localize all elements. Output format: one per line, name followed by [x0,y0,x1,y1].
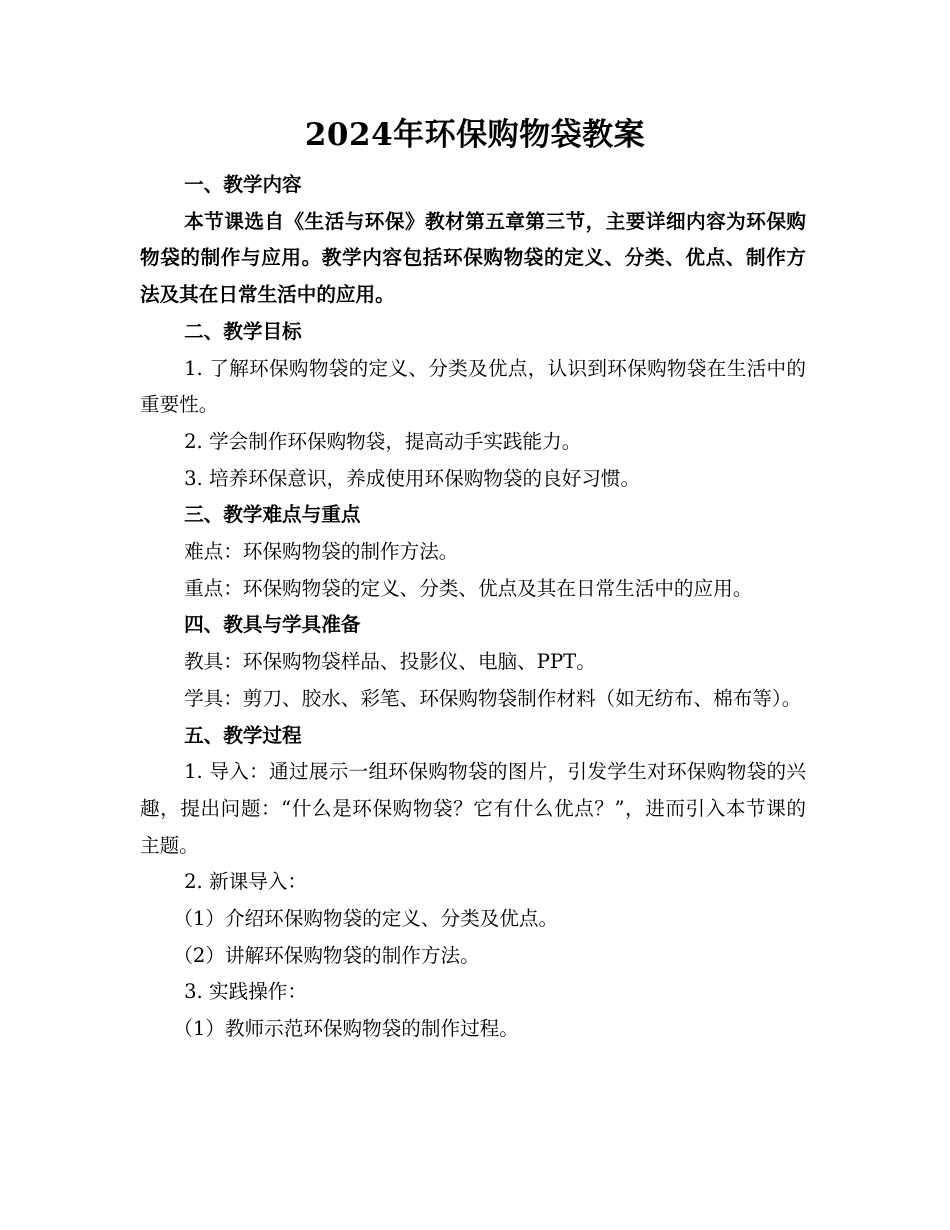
list-subitem-process-2-2: （2）讲解环保购物袋的制作方法。 [173,943,480,967]
paragraph-difficulty: 难点：环保购物袋的制作方法。 [184,540,459,564]
section-heading-materials: 四、教具与学具准备 [184,613,361,637]
list-subitem-process-2-1: （1）介绍环保购物袋的定义、分类及优点。 [173,907,559,931]
list-item-goal-2: 2. 学会制作环保购物袋，提高动手实践能力。 [184,429,582,453]
list-item-process-1: 1. 导入：通过展示一组环保购物袋的图片，引发学生对环保购物袋的兴趣，提出问题：“什么是环保购物袋？它有什么优点？”，进而引入本节课的主题。 [140,760,806,857]
document-body [140,167,806,1048]
list-item-process-2: 2. 新课导入： [184,870,307,894]
paragraph-student-materials: 学具：剪刀、胶水、彩笔、环保购物袋制作材料（如无纺布、棉布等）。 [184,686,802,710]
section-heading-teaching-goals: 二、教学目标 [184,319,302,343]
list-subitem-process-3-1: （1）教师示范环保购物袋的制作过程。 [173,1017,519,1041]
paragraph-key-point: 重点：环保购物袋的定义、分类、优点及其在日常生活中的应用。 [184,576,753,600]
section-heading-teaching-content: 一、教学内容 [184,173,302,196]
list-item-goal-1: 1. 了解环保购物袋的定义、分类及优点，认识到环保购物袋在生活中的重要性。 [140,356,806,417]
section-heading-process: 五、教学过程 [184,723,302,747]
paragraph-content-summary: 本节课选自《生活与环保》教材第五章第三节，主要详细内容为环保购物袋的制作与应用。教学内容包括环保购物袋的定义、分类、优点、制作方法及其在日常生活中的应用。 [140,209,806,307]
section-heading-difficulties: 三、教学难点与重点 [184,503,361,527]
list-item-goal-3: 3. 培养环保意识，养成使用环保购物袋的良好习惯。 [184,466,641,490]
list-item-process-3: 3. 实践操作： [184,980,307,1004]
document-title: 2024年环保购物袋教案 [304,117,646,153]
paragraph-teaching-aids: 教具：环保购物袋样品、投影仪、电脑、PPT。 [184,650,596,674]
